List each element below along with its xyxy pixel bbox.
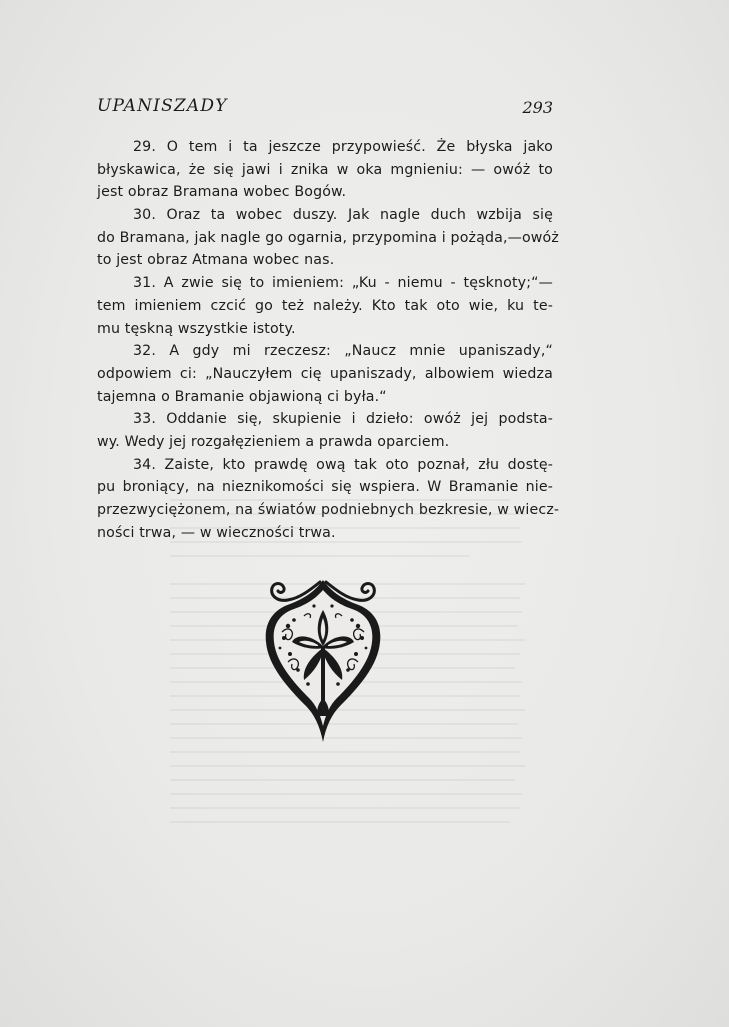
text-line: 30. Oraz ta wobec duszy. Jak nagle duch wzbija się — [133, 207, 553, 224]
text-line: do Bramana, jak nagle go ogarnia, przypomina i pożąda,—owóż — [97, 229, 559, 246]
text-line: 33. Oddanie się, skupienie i dzieło: owóż jej podsta- — [133, 411, 553, 428]
text-line: 32. A gdy mi rzeczesz: „Naucz mnie upaniszady,“ — [133, 343, 553, 360]
text-line: pu broniący, na nieznikomości się wspiera. W Bramanie nie- — [97, 479, 553, 496]
text-line: 31. A zwie się to imieniem: „Ku - niemu - tęsknoty;“— — [133, 275, 553, 292]
text-line: odpowiem ci: „Nauczyłem cię upaniszady, albowiem wiedza — [97, 365, 553, 382]
text-line: mu tęskną wszystkie istoty. — [97, 320, 296, 337]
text-line: ności trwa, — w wieczności trwa. — [97, 524, 336, 541]
page-number: 293 — [522, 98, 553, 117]
text-line: błyskawica, że się jawi i znika w oka mgnieniu: — owóż to — [97, 161, 553, 178]
text-line: jest obraz Bramana wobec Bogów. — [97, 184, 347, 201]
text-line: wy. Wedy jej rozgałęzieniem a prawda oparciem. — [97, 433, 450, 450]
text-line: to jest obraz Atmana wobec nas. — [97, 252, 335, 269]
running-title: UPANISZADY — [97, 96, 228, 116]
body-text — [97, 136, 560, 544]
text-line: tajemna o Bramanie objawioną ci była.“ — [97, 388, 387, 405]
running-head — [97, 96, 553, 122]
text-line: tem imieniem czcić go też należy. Kto tak oto wie, ku te- — [97, 297, 553, 314]
text-line: 29. O tem i ta jeszcze przypowieść. Że błyska jako — [133, 139, 553, 155]
text-line: 34. Zaiste, kto prawdę ową tak oto poznał, złu dostę- — [133, 456, 553, 473]
arabesque-heart-ornament-icon — [258, 576, 388, 746]
text-line: przezwyciężonem, na światów podniebnych bezkresie, w wiecz- — [97, 502, 560, 518]
